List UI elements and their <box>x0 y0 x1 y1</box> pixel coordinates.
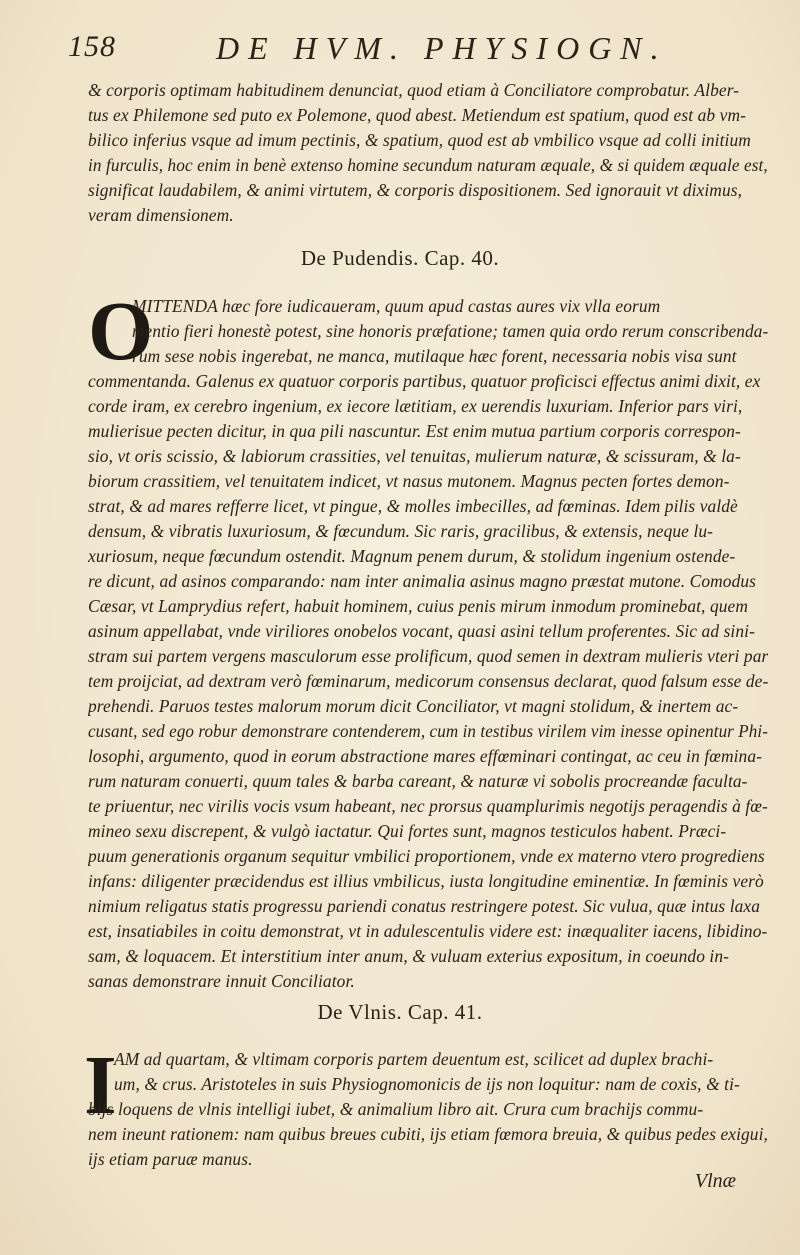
text-line: sanas demonstrare innuit Conciliator. <box>88 971 355 991</box>
text-line: sam, & loquacem. Et interstitium inter anum, & vuluam exterius expositum, in coeundo in- <box>88 946 730 966</box>
text-line: bilico inferius vsque ad imum pectinis, & spatium, quod est ab vmbilico vsque ad colli initium <box>88 130 751 150</box>
text-line: mentio fieri honestè potest, sine honoris præfatione; tamen quia ordo rerum conscribenda- <box>132 321 768 341</box>
text-line: AM ad quartam, & vltimam corporis partem deuentum est, scilicet ad duplex brachi- <box>114 1049 714 1069</box>
text-line: nem ineunt rationem: nam quibus breues cubiti, ijs etiam fœmora breuia, & quibus pedes exigui, <box>88 1124 768 1144</box>
text-line: densum, & vibratis luxuriosum, & fœcundum. Sic raris, gracilibus, & extensis, neque lu- <box>88 521 714 541</box>
text-line: infans: diligenter præcidendus est illius vmbilicus, iusta longitudine eminentiæ. In fœminis verò <box>88 871 764 891</box>
text-line: corde iram, ex cerebro ingenium, ex iecore lætitiam, ex uerendis luxuriam. Inferior pars viri, <box>88 396 743 416</box>
text-line: Cæsar, vt Lamprydius refert, habuit hominem, cuius penis mirum inmodum prominebat, quem <box>88 596 749 616</box>
chapter-40-text <box>88 294 768 994</box>
text-line: veram dimensionem. <box>88 205 234 225</box>
text-line: re dicunt, ad asinos comparando: nam inter animalia asinus magno præstat mutone. Comodus <box>88 571 757 591</box>
text-line: stram sui partem vergens masculorum esse prolificum, quod semen in dextram mulieris vteri par <box>88 646 768 666</box>
page-header <box>68 28 740 68</box>
text-line: te priuentur, nec virilis vocis vsum habeant, nec prorsus quamplurimis negotijs peragendis à fœ- <box>88 796 768 816</box>
text-line: rum sese nobis ingerebat, ne manca, mutilaque hæc forent, necessaria nobis visa sunt <box>132 346 737 366</box>
text-line: um, & crus. Aristoteles in suis Physiognomonicis de ijs non loquitur: nam de coxis, & ti- <box>114 1074 740 1094</box>
text-line: prehendi. Paruos testes malorum morum dicit Conciliator, vt magni stolidum, & inertem ac- <box>88 696 739 716</box>
chapter-41-text <box>88 1047 768 1172</box>
text-line: cusant, sed ego robur demonstrare contenderem, cum in testibus virilem vim inesse opinentur Phi- <box>88 721 768 741</box>
text-line: nimium religatus statis progressu pariendi conatus restringere potest. Sic vulua, quæ intus laxa <box>88 896 761 916</box>
intro-paragraph <box>88 78 768 228</box>
text-line: sio, vt oris scissio, & labiorum crassities, vel tenuitas, mulierum naturæ, & scissuram, & la- <box>88 446 741 466</box>
text-line: tem proijciat, ad dextram verò fœminarum, medicorum consensus declarat, quod falsum esse de- <box>88 671 768 691</box>
page-number: 158 <box>68 30 116 63</box>
text-line: strat, & ad mares refferre licet, vt pingue, & molles imbecilles, ad fœminas. Idem pilis valdè <box>88 496 738 516</box>
text-line: tus ex Philemone sed puto ex Polemone, quod abest. Metiendum est spatium, quod est ab vm- <box>88 105 747 125</box>
chapter-41-drop-cap: I <box>84 1039 117 1132</box>
text-line: & corporis optimam habitudinem denunciat, quod etiam à Conciliatore comprobatur. Alber- <box>88 80 740 100</box>
chapter-41-heading: De Vlnis. Cap. 41. <box>317 1000 483 1024</box>
text-line: est, insatiabiles in coitu demonstrat, vt in adulescentulis videre est: inæqualiter iacens, libidino- <box>88 921 768 941</box>
text-line: ijs etiam paruæ manus. <box>88 1149 253 1169</box>
text-line: in furculis, hoc enim in benè extenso homine secundum naturam æquale, & si quidem æquale est, <box>88 155 768 175</box>
text-line: xuriosum, neque fœcundum ostendit. Magnum penem durum, & stolidum ingenium ostende- <box>88 546 736 566</box>
text-line: biorum crassitiem, vel tenuitatem indicet, vt nasus mutonem. Magnus pecten fortes demon- <box>88 471 730 491</box>
text-line: mulierisue pecten dicitur, in qua pili nascuntur. Est enim mutua partium corporis correspon- <box>88 421 741 441</box>
text-line: mineo sexu discrepent, & vulgò iactatur. Qui fortes sunt, magnos testiculos habent. Præci- <box>88 821 727 841</box>
chapter-40-heading: De Pudendis. Cap. 40. <box>300 246 500 270</box>
chapter-40-drop-cap: O <box>88 285 154 378</box>
catchword: Vlnæ <box>694 1170 736 1192</box>
text-line: asinum appellabat, vnde viriliores onobelos vocant, quasi asini tellum proferentes. Sic ad sini- <box>88 621 755 641</box>
text-line: bijs loquens de vlnis intelligi iubet, & animalium libro ait. Crura cum brachijs commu- <box>88 1099 704 1119</box>
text-line: rum naturam conuerti, quum tales & barba careant, & naturæ vi sobolis procreandæ faculta- <box>88 771 748 791</box>
running-title: DE HVM. PHYSIOGN. <box>216 30 668 66</box>
text-line: puum generationis organum sequitur vmbilici proportionem, vnde ex materno vtero progrediens <box>88 846 765 866</box>
text-line: commentanda. Galenus ex quatuor corporis partibus, quatuor proficisci effectus animi dixit, ex <box>88 371 761 391</box>
text-line: MITTENDA hæc fore iudicaueram, quum apud castas aures vix vlla eorum <box>132 296 661 316</box>
text-line: significat laudabilem, & animi virtutem, & corporis dispositionem. Sed ignorauit vt diximus, <box>88 180 743 200</box>
text-line: losophi, argumento, quod in eorum abstractione mares effœminari contingat, ac ceu in fœmina- <box>88 746 763 766</box>
